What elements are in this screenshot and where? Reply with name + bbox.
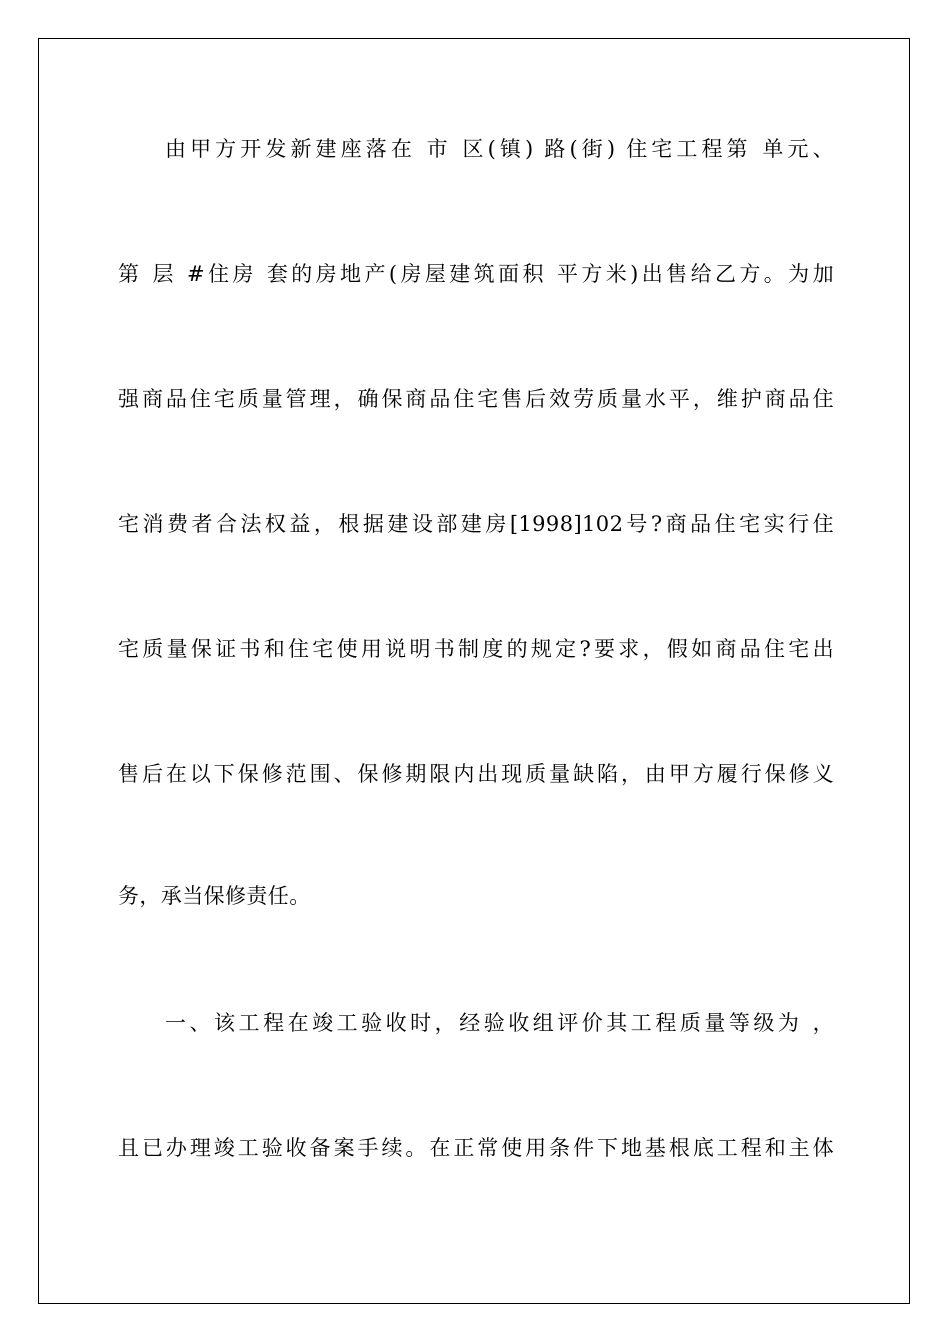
paragraph-1-line-7: 务，承当保修责任。 <box>118 884 311 908</box>
paragraph-2-line-1: 一、该工程在竣工验收时，经验收组评价其工程质量等级为 ， <box>165 1011 834 1035</box>
paragraph-1-line-1: 由甲方开发新建座落在 市 区(镇) 路(街) 住宅工程第 单元、 <box>165 137 834 161</box>
paragraph-1-line-5: 宅质量保证书和住宅使用说明书制度的规定?要求，假如商品住宅出 <box>118 637 834 661</box>
paragraph-2-line-2: 且已办理竣工验收备案手续。在正常使用条件下地基根底工程和主体 <box>118 1136 834 1160</box>
paragraph-1-line-4: 宅消费者合法权益，根据建设部建房[1998]102号?商品住宅实行住 <box>118 512 834 536</box>
page-border <box>38 38 910 1304</box>
paragraph-1-line-6: 售后在以下保修范围、保修期限内出现质量缺陷，由甲方履行保修义 <box>118 762 834 786</box>
paragraph-1-line-3: 强商品住宅质量管理，确保商品住宅售后效劳质量水平，维护商品住 <box>118 387 834 411</box>
paragraph-1-line-2: 第 层 #住房 套的房地产(房屋建筑面积 平方米)出售给乙方。为加 <box>118 262 834 286</box>
